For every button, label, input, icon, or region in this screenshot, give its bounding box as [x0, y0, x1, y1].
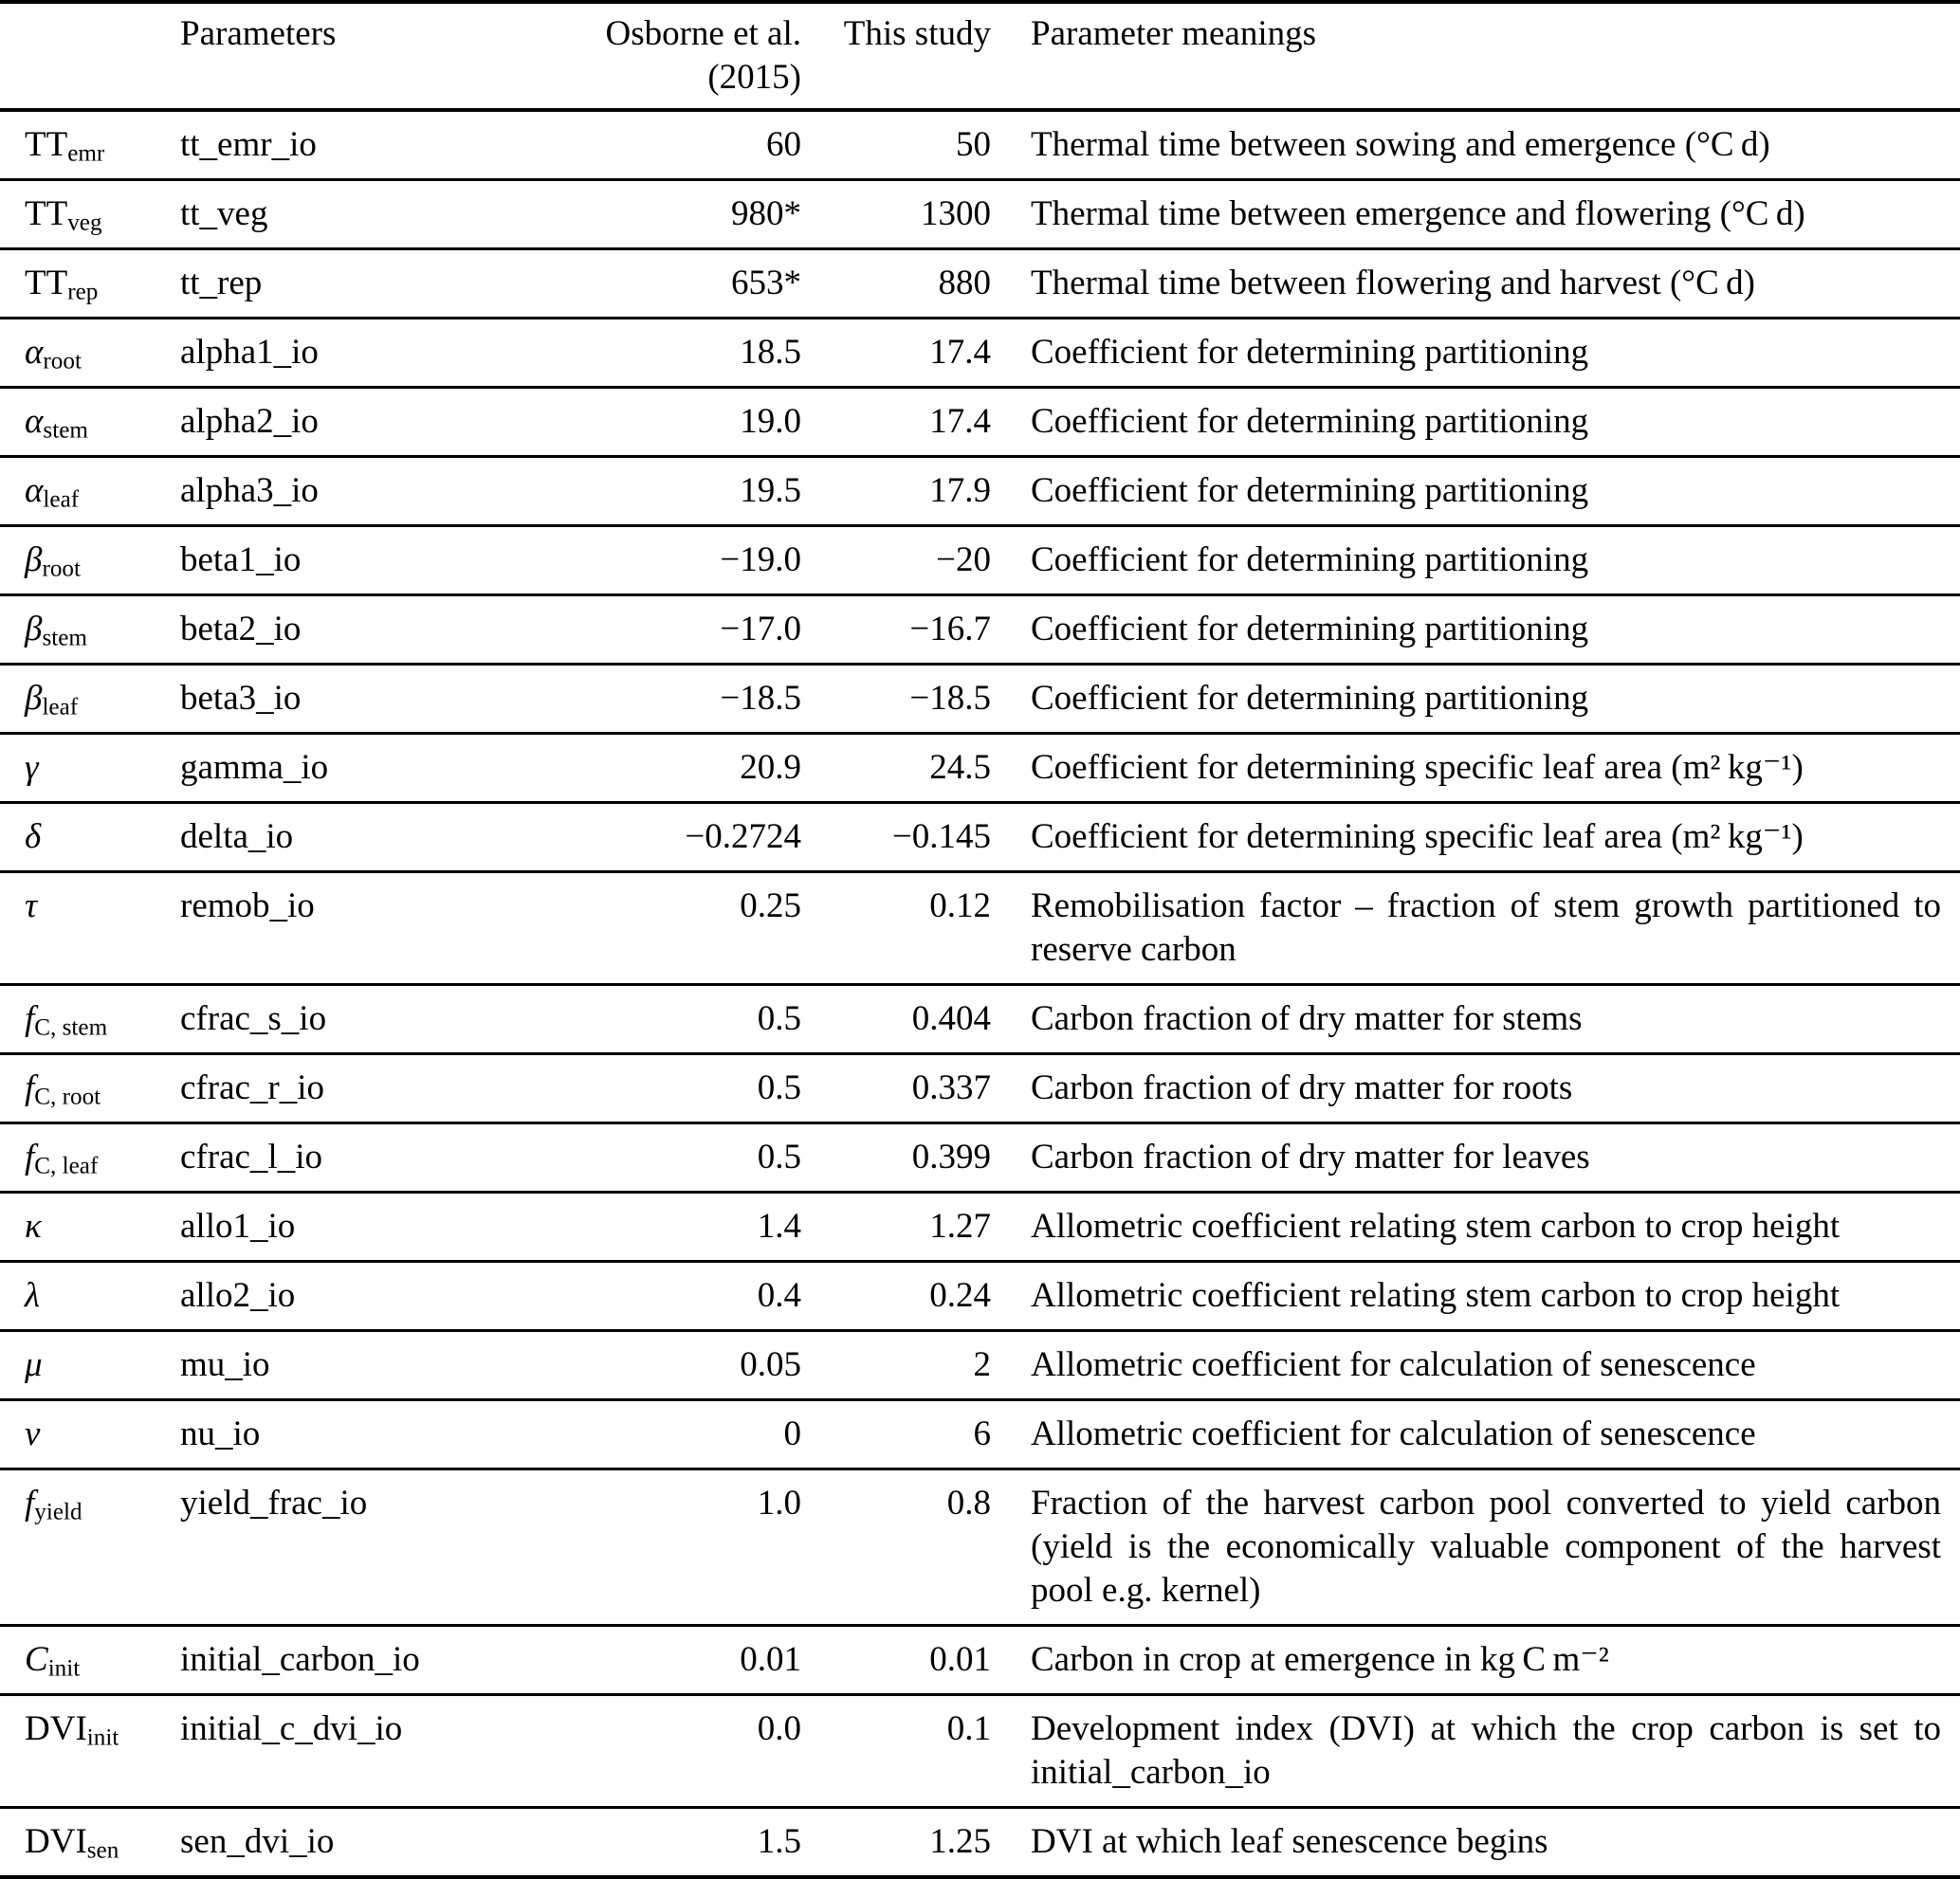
- parameter-meaning: Carbon fraction of dry matter for leaves: [991, 1123, 1960, 1193]
- parameter-meaning: Thermal time between flowering and harvest (°C d): [991, 249, 1960, 319]
- parameter-symbol: [0, 1469, 152, 1626]
- header-parameters: Parameters: [152, 2, 569, 110]
- this-study-value: 0.01: [801, 1626, 991, 1695]
- this-study-value: 0.399: [801, 1123, 991, 1193]
- parameter-symbol: [0, 110, 152, 180]
- symbol-base: DVI: [25, 1822, 87, 1861]
- osborne-value: 0.5: [569, 1123, 801, 1193]
- parameter-name: cfrac_s_io: [152, 985, 569, 1054]
- symbol-base: α: [25, 402, 44, 441]
- parameter-meaning: Coefficient for determining specific leaf area (m² kg⁻¹): [991, 803, 1960, 872]
- parameter-symbol: [0, 1123, 152, 1193]
- symbol-base: τ: [25, 886, 38, 925]
- parameter-meaning: Coefficient for determining partitioning: [991, 665, 1960, 734]
- parameter-name: sen_dvi_io: [152, 1808, 569, 1878]
- symbol-subscript: C, leaf: [34, 1153, 99, 1179]
- symbol-base: f: [25, 999, 35, 1038]
- parameter-meaning: Carbon fraction of dry matter for roots: [991, 1054, 1960, 1123]
- this-study-value: 17.9: [801, 457, 991, 526]
- parameter-meaning: Allometric coefficient relating stem carbon to crop height: [991, 1193, 1960, 1262]
- parameter-meaning: DVI at which leaf senescence begins: [991, 1808, 1960, 1878]
- this-study-value: 1.27: [801, 1193, 991, 1262]
- symbol-subscript: rep: [67, 279, 99, 305]
- symbol-subscript: stem: [43, 417, 88, 444]
- symbol-base: α: [25, 333, 44, 372]
- osborne-value: −18.5: [569, 665, 801, 734]
- this-study-value: 6: [801, 1400, 991, 1469]
- this-study-value: 0.1: [801, 1695, 991, 1808]
- parameter-meaning: Fraction of the harvest carbon pool converted to yield carbon (yield is the economically valuable component of the harvest pool e.g. kernel): [991, 1469, 1960, 1626]
- symbol-subscript: yield: [34, 1499, 82, 1525]
- header-parameter-meanings: Parameter meanings: [991, 2, 1960, 110]
- symbol-base: β: [25, 540, 43, 579]
- parameter-symbol: [0, 249, 152, 319]
- parameter-meaning: Coefficient for determining partitioning: [991, 595, 1960, 665]
- table-row: [0, 803, 1960, 872]
- symbol-base: C: [25, 1640, 48, 1679]
- parameter-meaning: Coefficient for determining partitioning: [991, 526, 1960, 595]
- this-study-value: −18.5: [801, 665, 991, 734]
- table-row: [0, 665, 1960, 734]
- this-study-value: 17.4: [801, 319, 991, 388]
- table-row: [0, 1331, 1960, 1400]
- parameter-name: alpha2_io: [152, 388, 569, 457]
- table-row: [0, 734, 1960, 803]
- symbol-base: f: [25, 1484, 35, 1523]
- parameter-name: cfrac_l_io: [152, 1123, 569, 1193]
- table-row: [0, 1054, 1960, 1123]
- table-row: [0, 872, 1960, 985]
- parameter-name: tt_veg: [152, 180, 569, 249]
- symbol-subscript: leaf: [42, 694, 79, 721]
- symbol-subscript: root: [42, 556, 81, 582]
- table-row: [0, 526, 1960, 595]
- osborne-value: −17.0: [569, 595, 801, 665]
- this-study-value: 880: [801, 249, 991, 319]
- osborne-value: 19.0: [569, 388, 801, 457]
- parameter-meaning: Carbon fraction of dry matter for stems: [991, 985, 1960, 1054]
- table-row: [0, 1193, 1960, 1262]
- osborne-value: 653*: [569, 249, 801, 319]
- symbol-base: δ: [25, 817, 42, 856]
- symbol-base: λ: [25, 1276, 41, 1315]
- parameter-table-body: [0, 110, 1960, 1877]
- parameter-meaning: Coefficient for determining partitioning: [991, 319, 1960, 388]
- osborne-value: 980*: [569, 180, 801, 249]
- symbol-base: ν: [25, 1414, 41, 1453]
- osborne-value: 0.5: [569, 985, 801, 1054]
- this-study-value: 24.5: [801, 734, 991, 803]
- parameter-meaning: Thermal time between emergence and flowering (°C d): [991, 180, 1960, 249]
- parameter-meaning: Thermal time between sowing and emergence (°C d): [991, 110, 1960, 180]
- osborne-value: 0.4: [569, 1262, 801, 1331]
- parameter-symbol: [0, 1400, 152, 1469]
- osborne-value: 19.5: [569, 457, 801, 526]
- parameter-name: mu_io: [152, 1331, 569, 1400]
- header-symbol: [0, 2, 152, 110]
- table-row: [0, 110, 1960, 180]
- this-study-value: −16.7: [801, 595, 991, 665]
- osborne-value: 1.5: [569, 1808, 801, 1878]
- parameter-symbol: [0, 665, 152, 734]
- parameter-symbol: [0, 803, 152, 872]
- this-study-value: 0.8: [801, 1469, 991, 1626]
- symbol-subscript: init: [86, 1724, 119, 1751]
- parameter-name: tt_emr_io: [152, 110, 569, 180]
- parameter-name: nu_io: [152, 1400, 569, 1469]
- symbol-subscript: sen: [86, 1837, 119, 1864]
- parameter-meaning: Coefficient for determining partitioning: [991, 388, 1960, 457]
- symbol-subscript: stem: [42, 625, 87, 651]
- symbol-base: γ: [25, 748, 39, 787]
- table-header: [0, 2, 1960, 110]
- parameter-symbol: [0, 319, 152, 388]
- symbol-base: β: [25, 610, 43, 648]
- this-study-value: −0.145: [801, 803, 991, 872]
- table-row: [0, 1400, 1960, 1469]
- symbol-base: TT: [25, 125, 68, 164]
- parameter-name: remob_io: [152, 872, 569, 985]
- table-row: [0, 1262, 1960, 1331]
- parameter-name: allo1_io: [152, 1193, 569, 1262]
- parameter-name: tt_rep: [152, 249, 569, 319]
- parameter-name: initial_c_dvi_io: [152, 1695, 569, 1808]
- parameter-name: gamma_io: [152, 734, 569, 803]
- this-study-value: 0.12: [801, 872, 991, 985]
- symbol-subscript: C, stem: [34, 1014, 108, 1041]
- osborne-value: 20.9: [569, 734, 801, 803]
- parameter-symbol: [0, 526, 152, 595]
- this-study-value: 1300: [801, 180, 991, 249]
- parameter-symbol: [0, 1054, 152, 1123]
- parameter-symbol: [0, 180, 152, 249]
- table-row: [0, 319, 1960, 388]
- osborne-value: 18.5: [569, 319, 801, 388]
- parameter-name: allo2_io: [152, 1262, 569, 1331]
- symbol-subscript: init: [47, 1655, 81, 1682]
- parameter-name: beta1_io: [152, 526, 569, 595]
- parameter-symbol: [0, 595, 152, 665]
- parameter-symbol: [0, 1331, 152, 1400]
- parameter-meaning: Coefficient for determining specific leaf area (m² kg⁻¹): [991, 734, 1960, 803]
- symbol-base: TT: [25, 264, 68, 302]
- parameter-symbol: [0, 1626, 152, 1695]
- osborne-value: 1.4: [569, 1193, 801, 1262]
- table-row: [0, 595, 1960, 665]
- header-this-study: This study: [801, 2, 991, 110]
- this-study-value: 0.24: [801, 1262, 991, 1331]
- osborne-value: 60: [569, 110, 801, 180]
- parameter-meaning: Allometric coefficient for calculation of senescence: [991, 1331, 1960, 1400]
- osborne-value: −19.0: [569, 526, 801, 595]
- table-row: [0, 457, 1960, 526]
- symbol-base: β: [25, 679, 43, 718]
- symbol-base: f: [25, 1138, 35, 1177]
- parameter-name: alpha1_io: [152, 319, 569, 388]
- parameter-meaning: Coefficient for determining partitioning: [991, 457, 1960, 526]
- parameter-name: cfrac_r_io: [152, 1054, 569, 1123]
- osborne-value: 0.5: [569, 1054, 801, 1123]
- osborne-value: −0.2724: [569, 803, 801, 872]
- symbol-subscript: veg: [67, 210, 102, 236]
- symbol-subscript: C, root: [34, 1084, 101, 1110]
- parameter-symbol: [0, 1808, 152, 1878]
- parameter-meaning: Allometric coefficient for calculation of senescence: [991, 1400, 1960, 1469]
- parameter-symbol: [0, 734, 152, 803]
- osborne-value: 0: [569, 1400, 801, 1469]
- parameter-name: beta2_io: [152, 595, 569, 665]
- osborne-value: 0.05: [569, 1331, 801, 1400]
- symbol-base: κ: [25, 1207, 42, 1246]
- symbol-base: TT: [25, 194, 68, 233]
- parameter-name: alpha3_io: [152, 457, 569, 526]
- symbol-subscript: emr: [67, 140, 105, 167]
- table-row: [0, 249, 1960, 319]
- symbol-base: μ: [25, 1345, 43, 1384]
- parameter-name: initial_carbon_io: [152, 1626, 569, 1695]
- parameter-symbol: [0, 1695, 152, 1808]
- header-osborne: Osborne et al. (2015): [569, 2, 801, 110]
- parameter-meaning: Remobilisation factor – fraction of stem growth partitioned to reserve carbon: [991, 872, 1960, 985]
- parameter-symbol: [0, 388, 152, 457]
- symbol-base: α: [25, 471, 44, 510]
- parameter-meaning: Allometric coefficient relating stem carbon to crop height: [991, 1262, 1960, 1331]
- this-study-value: −20: [801, 526, 991, 595]
- this-study-value: 2: [801, 1331, 991, 1400]
- osborne-value: 0.01: [569, 1626, 801, 1695]
- symbol-base: f: [25, 1068, 35, 1107]
- parameter-symbol: [0, 872, 152, 985]
- symbol-subscript: leaf: [43, 486, 80, 513]
- header-row: [0, 2, 1960, 110]
- parameter-symbol: [0, 1193, 152, 1262]
- table-row: [0, 388, 1960, 457]
- table-row: [0, 180, 1960, 249]
- osborne-value: 1.0: [569, 1469, 801, 1626]
- osborne-value: 0.25: [569, 872, 801, 985]
- parameter-symbol: [0, 985, 152, 1054]
- symbol-subscript: root: [43, 348, 82, 374]
- parameter-meaning: Development index (DVI) at which the crop carbon is set to initial_carbon_io: [991, 1695, 1960, 1808]
- this-study-value: 1.25: [801, 1808, 991, 1878]
- this-study-value: 0.337: [801, 1054, 991, 1123]
- parameter-name: yield_frac_io: [152, 1469, 569, 1626]
- parameter-name: delta_io: [152, 803, 569, 872]
- table-row: [0, 1695, 1960, 1808]
- osborne-value: 0.0: [569, 1695, 801, 1808]
- symbol-base: DVI: [25, 1709, 87, 1748]
- table-row: [0, 1808, 1960, 1878]
- this-study-value: 0.404: [801, 985, 991, 1054]
- this-study-value: 17.4: [801, 388, 991, 457]
- table-row: [0, 1123, 1960, 1193]
- parameter-name: beta3_io: [152, 665, 569, 734]
- parameter-meaning: Carbon in crop at emergence in kg C m⁻²: [991, 1626, 1960, 1695]
- parameter-symbol: [0, 1262, 152, 1331]
- table-row: [0, 985, 1960, 1054]
- parameter-symbol: [0, 457, 152, 526]
- this-study-value: 50: [801, 110, 991, 180]
- table-row: [0, 1469, 1960, 1626]
- table-row: [0, 1626, 1960, 1695]
